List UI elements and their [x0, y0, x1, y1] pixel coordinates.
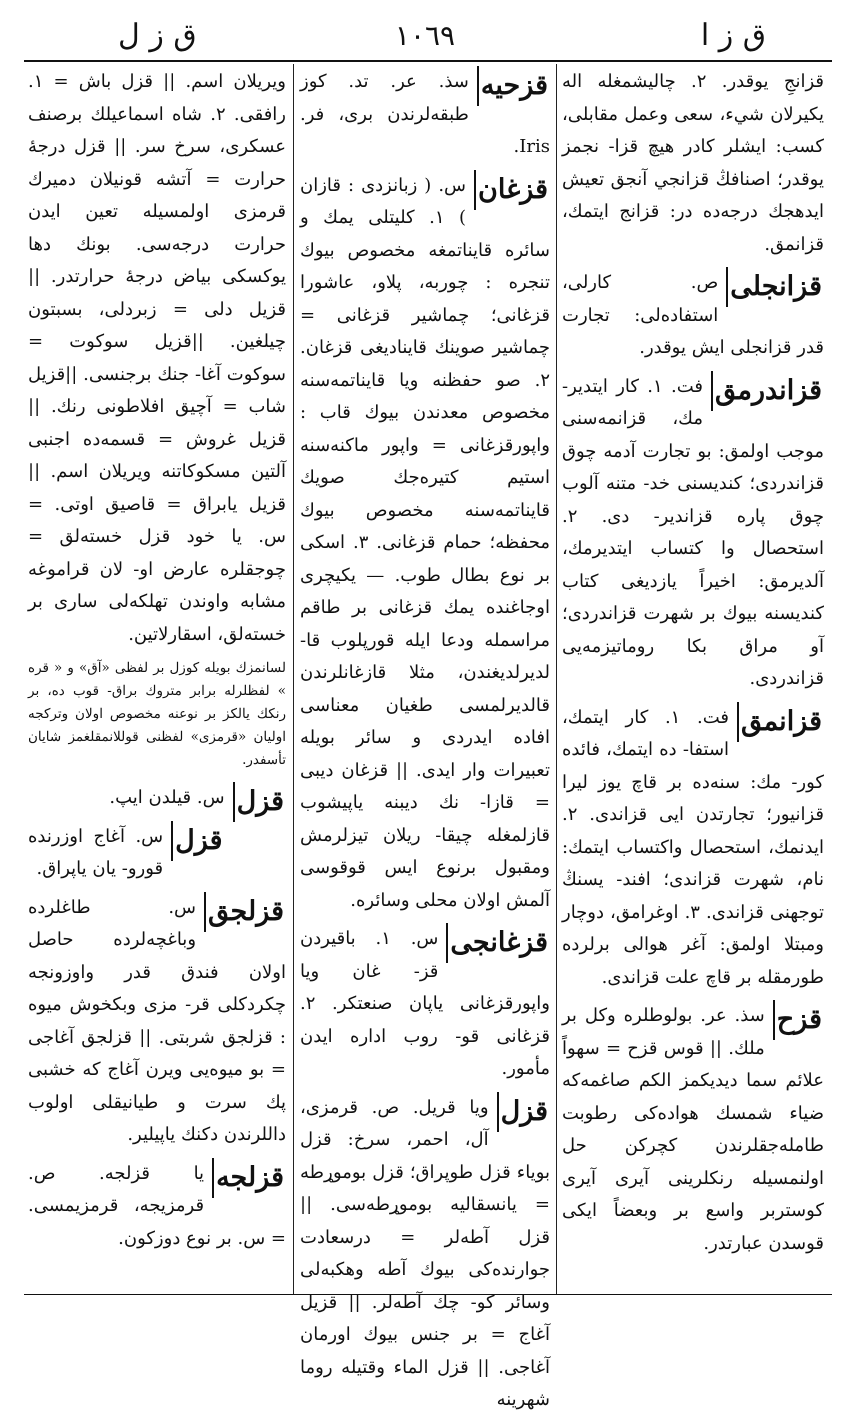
entry-definition: سذ. عر. تد. كوز طبقه‌لرندن برى، فر. Iris.	[300, 71, 550, 157]
dictionary-entry	[28, 821, 286, 886]
entry-headword: قزح	[773, 1000, 824, 1040]
entry-headword: قزانجلى	[726, 267, 824, 307]
continued-entry-text: قزانجِ يوقدر. ٢. چاليشمغله اله يكيرلان شيء، سعى وعمل مقابلى، كسب: ايشلر كادر هيچ قزا- نجمز يوقدر؛ اصنافڭ قزانجي آنجق تعيش ايدهجك درجه‌ده در: قزانج ايتمك، قزانمق.	[562, 71, 824, 255]
column-left	[28, 66, 286, 1292]
entry-definition: س. آغاج اوزرنده قورو- يان ياپراق.	[28, 825, 164, 879]
footnote: لسانمزك بويله كوزل بر لفظى «آق» و « قره » لفظلرله برابر متروك براق- قوب ده، بر رنكك يالكز بر نوعنه مخصوص اولان وتركجه اوليان «قرمزى» لفظنى قوللانمقلغمز شايان تأسفدر.	[28, 660, 286, 768]
entry-headword: قزحيه	[477, 66, 550, 106]
dictionary-entry	[300, 66, 550, 164]
dictionary-entry	[562, 371, 824, 696]
dictionary-entry	[300, 923, 550, 1086]
entry-definition: س. ( زبانزدى : قازان ) ١. كليتلى يمك و سائره قايناتمغه مخصوص بيوك تنجره : چوربه، پلاو، عاشورا قزغانى؛ چماشير قزغانى = چماشير صوينك قايناديغى قزغان. ٢. صو حفظنه ويا قايناتمه‌سنه مخصوص معدندن بيوك قاب : واپورقزغانى = واپور ماكنه‌سنه استيم كتيره‌جك صويك قايناتمه‌سنه مخصوص بيوك محفظه؛ حمام قزغانى. ٣. اسكى بر نوع بطال طوب. — يكيچرى اوجاغنده يمك قزغانى بر طاقم مراسمله ودعا ايله قورپلوب قا- لديرلديغندن، مثلا قازغانلرندن قالديرلمسى طغيان معناسى افاده ايدردى و سائر بويله تعبيرات وار ايدى. || قزغان ديبى = قازا- نك ديبنه ياپيشوب قازلمغله چيقا- ريلان تيزلرمش ومقبول برنوع ايس قوقوسى آلمش اولان محلى وسائره.	[300, 174, 550, 911]
entry-definition: سذ. عر. بولوطلره وكل بر ملك. || قوس قزح = سهواً علائم سما ديديكمز الكم صاغمه‌كه ضياء شمسك هواده‌كى رطوبت طامله‌جقلرندن كچركن حل اولنمسيله رنكلرينى آيرى آيرى كوستربر واسع بر وبعضاً ايكى قوسدن عبارتدر.	[562, 1005, 824, 1254]
entry-definition: ويا قريل. ص. قرمزى، آل، احمر، سرخ: قزل بوياء قزل طوپراق؛ قزل بوموړطه = يانسقاليه بوموړطه‌سى. || قزل آطه‌لر = درسعادت جوارنده‌كى بيوك آطه وهكبه‌لى وسائر كو- چك آطه‌لر. || قزيل آغاج = بر جنس بيوك اورمان آغاجى. || قزل الماء وقتيله روما شهرينه	[300, 1096, 550, 1410]
entry-headword: قزانمق	[737, 702, 824, 742]
header-rule	[24, 60, 832, 62]
entry-definition: س. قيلدن ايپ.	[109, 787, 225, 808]
page-number: ١٠٦٩	[394, 19, 456, 52]
column-divider-left	[293, 64, 294, 1294]
entry-definition: س. طاغلرده وباغچه‌لرده حاصل اولان فندق قدر واوزونجه چكردكلى قر- مزى وبكخوش ميوه : قزلجق شربتى. || قزلجق آغاجى = بو ميوه‌يى ويرن آغاج كه خشبى پك سرت و طيانيقلى اولوب داللرندن دكنك ياپيلير.	[28, 896, 286, 1145]
entry-headword: قزلجه	[212, 1158, 286, 1198]
entry-headword: قزاندرمق	[711, 371, 824, 411]
dictionary-entry	[28, 892, 286, 1152]
entry-definition: س. ١. باقيردن قز- غان ويا واپورقزغانى ياپان صنعتكر. ٢. قزغانى قو- روب اداره ايدن مأمور.	[300, 928, 550, 1079]
entry-headword: قزل	[497, 1092, 550, 1132]
dictionary-entry	[562, 1000, 824, 1260]
dictionary-entry	[562, 267, 824, 365]
dictionary-entry	[562, 702, 824, 995]
dictionary-entry	[300, 1092, 550, 1417]
entry-definition: ص. كارلى، استفاده‌لى: تجارت قدر قزانجلى ايش يوقدر.	[562, 272, 824, 358]
entry-definition: يا قزلجه. ص. قرمزيجه، قرمزيمسى. = س. بر نوع دوزكون.	[28, 1162, 286, 1249]
column-right	[562, 66, 824, 1292]
footer-rule	[24, 1294, 832, 1295]
entry-headword: قزغانجى	[446, 923, 550, 963]
entry-definition: فت. ١. كار ايتمك، استفا- ده ايتمك، فائده كور- مك: سنه‌ده بر قاچ يوز ليرا قزانيور؛ تجارتدن ايى قزاندى. ٢. ايدنمك، استحصال واكتساب ايتمك: نام، شهرت قزاندى؛ افند- يسنڭ توجهنى قزاندى. ٣. اوغرامق، دوچار ومبتلا اولمق: آغر هوالى برلرده طورمقله بر قاچ علت قزاندى.	[562, 706, 824, 988]
entry-headword: قزغان	[474, 170, 550, 210]
entry-headword: قزلجق	[204, 892, 286, 932]
header-left-word: ق ز ل	[118, 18, 197, 53]
column-divider-right	[556, 64, 557, 1294]
dictionary-entry	[300, 170, 550, 918]
entry-definition: فت. ١. كار ايتدير- مك، قزانمه‌سنى موجب اولمق: بو تجارت آدمه چوق قزاندردى؛ كنديسنى خد- متنه آلوب چوق پاره قزاندير- دى. ٢. استحصال وا كتساب ايتديرمك، آلديرمق: اخيراً يازديغى كتاب كنديسنه بيوك بر شهرت قزاندردى؛ آو مراق بكا روماتيزمه‌يى قزاندردى.	[562, 375, 824, 689]
dictionary-entry	[28, 1158, 286, 1256]
entry-headword: قزل	[171, 821, 224, 861]
entry-headword: قزل	[233, 782, 286, 822]
header-right-word: ق ز ا	[700, 18, 766, 53]
column-middle	[300, 66, 550, 1410]
continued-entry-text: ويريلان اسم. || قزل باش = ١. رافقى. ٢. شاه اسماعيلك برصنف عسكرى، سرخ سر. || قزل درجهٔ حرارت = آتشه قونيلان دميرك قرمزى اولمسيله تعين ايدن حرارت درجه‌سى. بونك دها يوكسكى بياض درجهٔ حرارتدر. || قزيل دلى = زبردلى، بسبتون چيلغين. ||قزيل سوكوت = سوكوت آغا- جنك برجنسى. ||قزيل شاب = آچيق افلاطونى رنك. || قزيل غروش = قسمه‌ده اجنبى آلتين مسكوكاتنه ويريلان اسم. || قزيل يابراق = قاصيق اوتى. = س. يا خود قزل خسته‌لق = چوجقلره عارض او- لان قراموغه مشابه واوندن تهلكه‌لى سارى بر خسته‌لق، اسقارلاتين.	[28, 71, 286, 645]
dictionary-entry	[28, 782, 286, 815]
